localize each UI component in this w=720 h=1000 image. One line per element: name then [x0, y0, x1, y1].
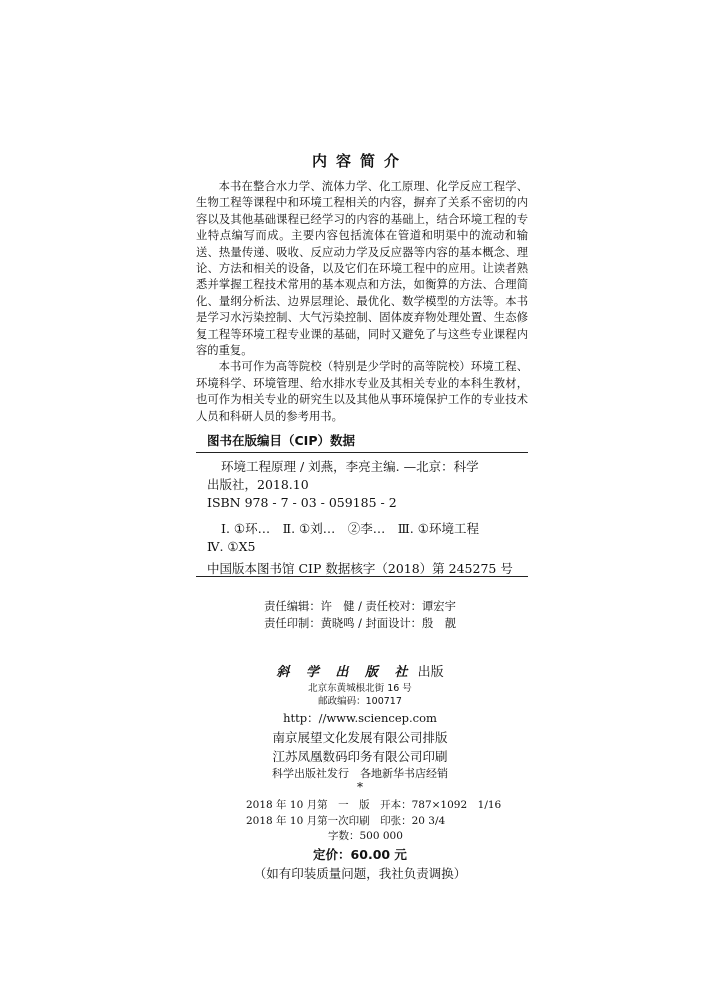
- price: 定价：60.00 元: [313, 847, 407, 862]
- cip-record: [207, 458, 519, 578]
- summary-paragraph-1: 本书在整合水力学、流体力学、化工原理、化学反应工程学、生物工程等课程中和环境工程相关的内容，摒弃了关系不密切的内容以及其他基础课程已经学习的内容的基础上，结合环境工程的专业特点编写而成。主要内容包括流体在管道和明渠中的流动和输送、热量传递、吸收、反应动力学及反应器等内容的基本概念、理论、方法和相关的设备，以及它们在环境工程中的应用。让读者熟悉并掌握工程技术常用的基本观点和方法，如衡算的方法、合理简化、量纲分析法、边界层理论、最优化、数学模型的方法等。本书是学习水污染控制、大气污染控制、固体废弃物处理处置、生态修复工程等环境工程专业课的基础，同时又避免了与这些专业课程内容的重复。: [196, 180, 528, 358]
- printer: 江苏凤凰数码印务有限公司印刷: [272, 749, 448, 764]
- word-count: 字数：500 000: [328, 830, 403, 842]
- publisher-block: [0, 664, 720, 782]
- cip-verification: 中国版本图书馆 CIP 数据核字（2018）第 245275 号: [207, 561, 513, 576]
- distribution: 科学出版社发行 各地新华书店经销: [272, 767, 448, 780]
- cip-classification-1: Ⅰ. ①环… Ⅱ. ①刘… ②李… Ⅲ. ①环境工程: [221, 521, 479, 536]
- publisher-logo-text: 斜 学 出 版 社: [276, 665, 414, 680]
- publisher-address: 北京东黄城根北街 16 号: [308, 683, 412, 694]
- editors-line-1: 责任编辑：许 健 / 责任校对：谭宏宇: [264, 600, 456, 613]
- cip-bottom-rule: [196, 576, 528, 577]
- cip-title-line: 环境工程原理 / 刘燕，李亮主编. —北京：科学: [221, 459, 479, 474]
- publisher-postcode: 邮政编码：100717: [318, 696, 402, 707]
- summary-title: 内容简介: [311, 152, 408, 170]
- summary-paragraph-2: 本书可作为高等院校（特别是少学时的高等院校）环境工程、环境科学、环境管理、给水排水专业及其相关专业的本科生教材，也可作为相关专业的研究生以及其他从事环境保护工作的专业技术人员和科研人员的参考用书。: [196, 360, 528, 423]
- cip-title: 图书在版编目（CIP）数据: [207, 433, 355, 448]
- printing-line: 2018 年 10 月第一次印刷 印张：20 3/4: [246, 814, 446, 827]
- publisher-suffix: 出版: [417, 665, 444, 680]
- cip-isbn: ISBN 978 - 7 - 03 - 059185 - 2: [207, 495, 397, 510]
- quality-notice: （如有印装质量问题，我社负责调换）: [253, 866, 467, 881]
- cip-classification-2: Ⅳ. ①X5: [207, 539, 256, 554]
- cip-publisher-line: 出版社，2018.10: [207, 477, 309, 492]
- summary-text: [196, 179, 528, 425]
- publisher-url: http：//www.sciencep.com: [283, 711, 437, 725]
- typesetter: 南京展望文化发展有限公司排版: [272, 730, 448, 745]
- editors-block: [0, 599, 720, 632]
- publisher-name: [0, 664, 720, 682]
- edition-specs: [246, 798, 502, 845]
- edition-line: 2018 年 10 月第 一 版 开本：787×1092 1/16: [246, 799, 502, 811]
- editors-line-2: 责任印制：黄晓鸣 / 封面设计：殷 靓: [264, 616, 456, 630]
- cip-top-rule: [196, 452, 528, 453]
- separator-star: *: [357, 780, 363, 794]
